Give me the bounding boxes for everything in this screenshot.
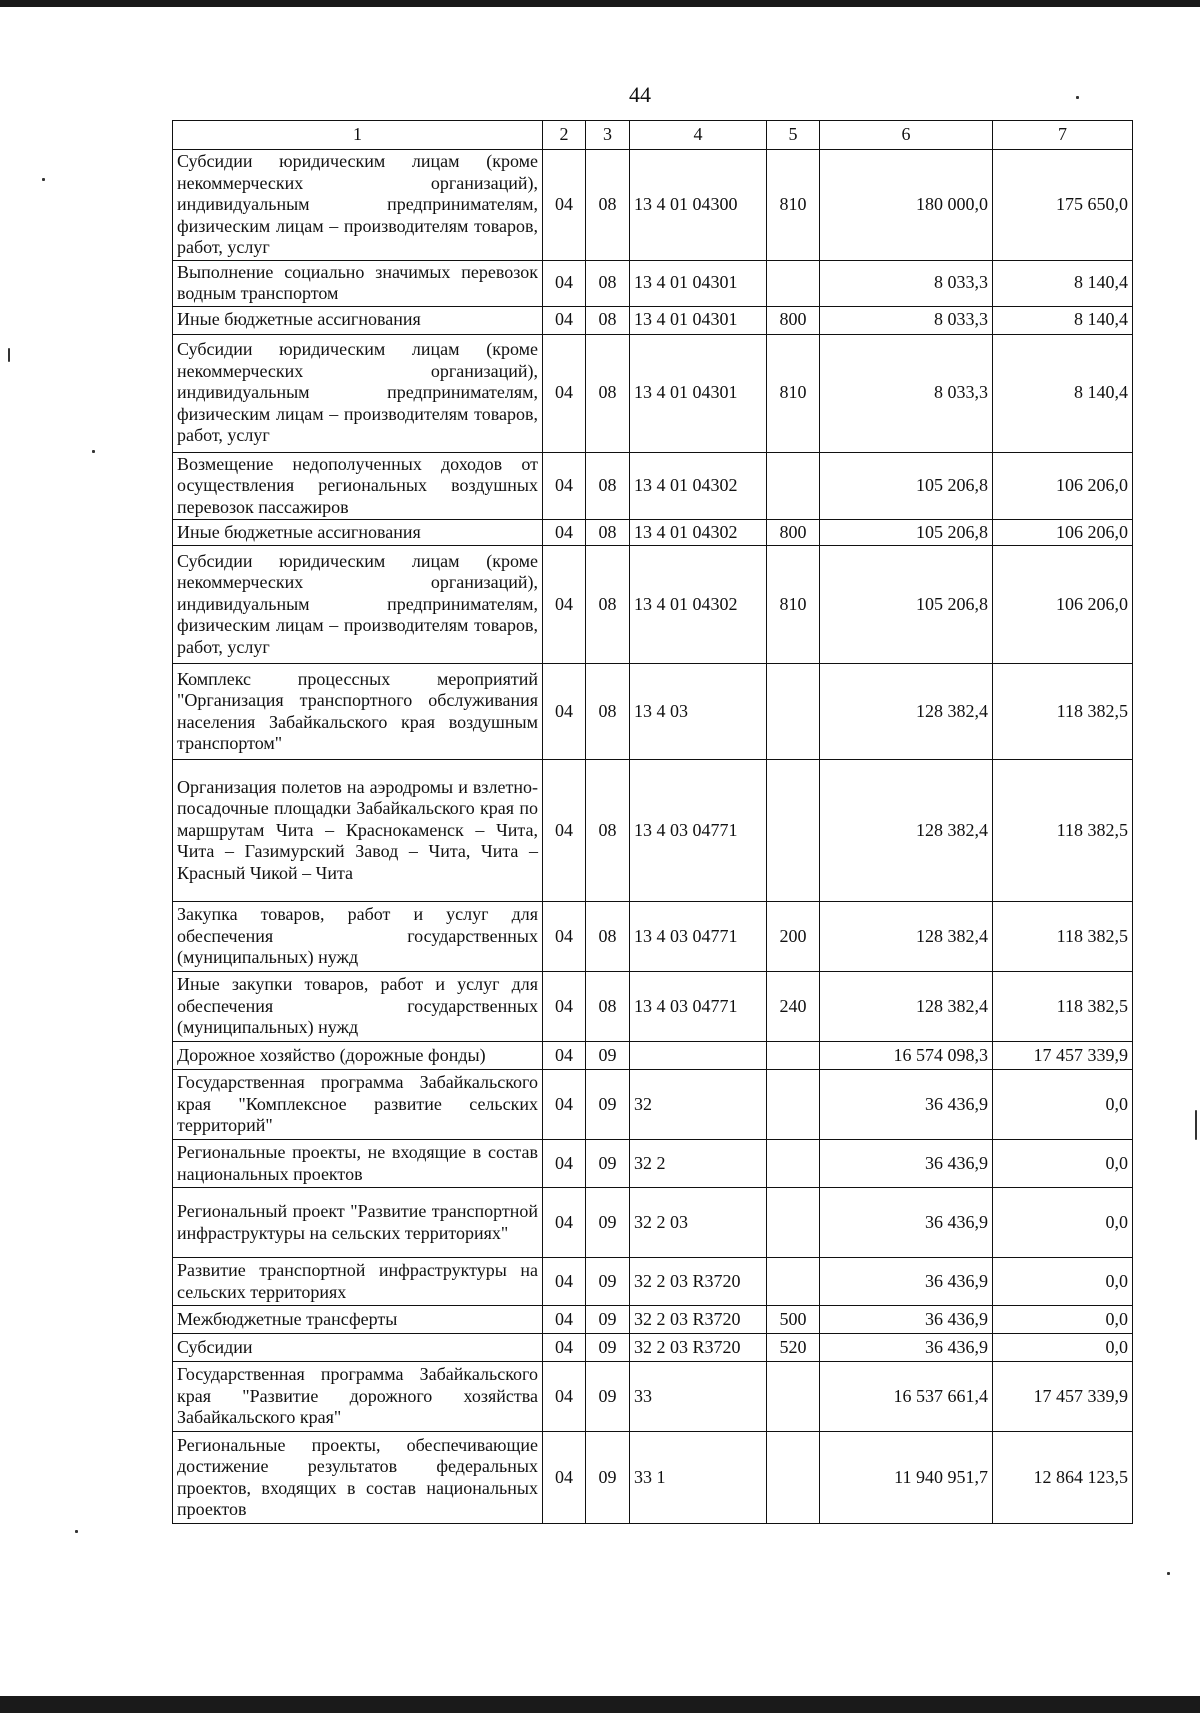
section-code: 04 — [543, 902, 586, 972]
row-name: Субсидии юридическим лицам (кроме некоммерческих организаций), индивидуальным предпринимателям, физическим лицам – производителям товаров, работ, услуг — [173, 546, 543, 664]
subsection-code: 09 — [586, 1258, 630, 1306]
table-row — [173, 902, 1133, 972]
target-article: 13 4 01 04302 — [630, 546, 767, 664]
subsection-code: 09 — [586, 1042, 630, 1070]
scan-border-top — [0, 0, 1200, 7]
target-article: 32 2 03 — [630, 1188, 767, 1258]
section-code: 04 — [543, 150, 586, 261]
table-row — [173, 760, 1133, 902]
subsection-code: 08 — [586, 334, 630, 452]
row-name: Региональные проекты, не входящие в состав национальных проектов — [173, 1140, 543, 1188]
expense-type: 810 — [767, 334, 820, 452]
amount-year-2: 0,0 — [993, 1258, 1133, 1306]
section-code: 04 — [543, 664, 586, 760]
row-name: Развитие транспортной инфраструктуры на сельских территориях — [173, 1258, 543, 1306]
target-article: 13 4 01 04300 — [630, 150, 767, 261]
section-code: 04 — [543, 972, 586, 1042]
target-article: 32 2 03 R3720 — [630, 1334, 767, 1362]
target-article: 13 4 01 04301 — [630, 334, 767, 452]
subsection-code: 08 — [586, 306, 630, 334]
amount-year-2: 175 650,0 — [993, 150, 1133, 261]
subsection-code: 08 — [586, 546, 630, 664]
target-article: 33 — [630, 1362, 767, 1432]
section-code: 04 — [543, 1188, 586, 1258]
row-name: Межбюджетные трансферты — [173, 1306, 543, 1334]
scan-speck — [42, 178, 45, 181]
table-row — [173, 1432, 1133, 1524]
amount-year-2: 8 140,4 — [993, 306, 1133, 334]
target-article: 13 4 03 04771 — [630, 972, 767, 1042]
amount-year-2: 106 206,0 — [993, 520, 1133, 546]
expense-type: 240 — [767, 972, 820, 1042]
table-row — [173, 520, 1133, 546]
expense-type: 500 — [767, 1306, 820, 1334]
budget-table — [172, 120, 1133, 1524]
header-col-2: 2 — [543, 121, 586, 150]
expense-type — [767, 760, 820, 902]
amount-year-1: 36 436,9 — [820, 1334, 993, 1362]
subsection-code: 08 — [586, 452, 630, 520]
amount-year-1: 128 382,4 — [820, 902, 993, 972]
amount-year-1: 128 382,4 — [820, 760, 993, 902]
header-col-1: 1 — [173, 121, 543, 150]
row-name: Государственная программа Забайкальского края "Комплексное развитие сельских территорий" — [173, 1070, 543, 1140]
section-code: 04 — [543, 1258, 586, 1306]
section-code: 04 — [543, 520, 586, 546]
amount-year-1: 36 436,9 — [820, 1140, 993, 1188]
subsection-code: 08 — [586, 260, 630, 306]
header-col-6: 6 — [820, 121, 993, 150]
amount-year-1: 36 436,9 — [820, 1258, 993, 1306]
subsection-code: 09 — [586, 1334, 630, 1362]
section-code: 04 — [543, 1432, 586, 1524]
expense-type: 800 — [767, 306, 820, 334]
amount-year-1: 180 000,0 — [820, 150, 993, 261]
amount-year-2: 0,0 — [993, 1306, 1133, 1334]
amount-year-1: 105 206,8 — [820, 452, 993, 520]
amount-year-1: 36 436,9 — [820, 1188, 993, 1258]
scan-speck — [1195, 1110, 1197, 1140]
amount-year-1: 105 206,8 — [820, 546, 993, 664]
subsection-code: 08 — [586, 902, 630, 972]
amount-year-2: 17 457 339,9 — [993, 1362, 1133, 1432]
amount-year-2: 8 140,4 — [993, 260, 1133, 306]
expense-type — [767, 1432, 820, 1524]
expense-type: 200 — [767, 902, 820, 972]
row-name: Иные закупки товаров, работ и услуг для обеспечения государственных (муниципальных) нужд — [173, 972, 543, 1042]
section-code: 04 — [543, 334, 586, 452]
amount-year-1: 8 033,3 — [820, 334, 993, 452]
row-name: Выполнение социально значимых перевозок водным транспортом — [173, 260, 543, 306]
amount-year-1: 8 033,3 — [820, 306, 993, 334]
scan-speck — [92, 450, 95, 453]
subsection-code: 08 — [586, 760, 630, 902]
row-name: Иные бюджетные ассигнования — [173, 520, 543, 546]
target-article: 13 4 01 04301 — [630, 260, 767, 306]
table-row — [173, 972, 1133, 1042]
section-code: 04 — [543, 452, 586, 520]
section-code: 04 — [543, 1140, 586, 1188]
row-name: Региональные проекты, обеспечивающие достижение результатов федеральных проектов, входящих в состав национальных проектов — [173, 1432, 543, 1524]
scan-speck — [1076, 96, 1079, 99]
subsection-code: 09 — [586, 1362, 630, 1432]
expense-type — [767, 452, 820, 520]
expense-type — [767, 1042, 820, 1070]
target-article: 32 2 03 R3720 — [630, 1306, 767, 1334]
amount-year-2: 106 206,0 — [993, 452, 1133, 520]
table-row — [173, 546, 1133, 664]
amount-year-2: 118 382,5 — [993, 902, 1133, 972]
target-article: 13 4 03 04771 — [630, 760, 767, 902]
table-row — [173, 1042, 1133, 1070]
amount-year-2: 118 382,5 — [993, 664, 1133, 760]
subsection-code: 08 — [586, 972, 630, 1042]
target-article: 32 — [630, 1070, 767, 1140]
row-name: Государственная программа Забайкальского края "Развитие дорожного хозяйства Забайкальского края" — [173, 1362, 543, 1432]
header-col-7: 7 — [993, 121, 1133, 150]
page-number: 44 — [629, 82, 651, 107]
amount-year-1: 16 574 098,3 — [820, 1042, 993, 1070]
amount-year-1: 36 436,9 — [820, 1306, 993, 1334]
row-name: Региональный проект "Развитие транспортной инфраструктуры на сельских территориях" — [173, 1188, 543, 1258]
expense-type — [767, 1258, 820, 1306]
table-row — [173, 1140, 1133, 1188]
section-code: 04 — [543, 1362, 586, 1432]
table-row — [173, 306, 1133, 334]
amount-year-2: 12 864 123,5 — [993, 1432, 1133, 1524]
expense-type — [767, 1070, 820, 1140]
amount-year-2: 0,0 — [993, 1334, 1133, 1362]
subsection-code: 08 — [586, 664, 630, 760]
amount-year-1: 128 382,4 — [820, 972, 993, 1042]
target-article: 33 1 — [630, 1432, 767, 1524]
target-article: 32 2 — [630, 1140, 767, 1188]
amount-year-2: 106 206,0 — [993, 546, 1133, 664]
section-code: 04 — [543, 1334, 586, 1362]
subsection-code: 09 — [586, 1188, 630, 1258]
expense-type — [767, 1188, 820, 1258]
amount-year-1: 8 033,3 — [820, 260, 993, 306]
amount-year-2: 8 140,4 — [993, 334, 1133, 452]
target-article: 13 4 01 04302 — [630, 452, 767, 520]
table-row — [173, 664, 1133, 760]
expense-type — [767, 1362, 820, 1432]
table-row — [173, 260, 1133, 306]
row-name: Субсидии юридическим лицам (кроме некоммерческих организаций), индивидуальным предпринимателям, физическим лицам – производителям товаров, работ, услуг — [173, 334, 543, 452]
scan-speck — [75, 1530, 78, 1533]
amount-year-2: 118 382,5 — [993, 760, 1133, 902]
amount-year-2: 0,0 — [993, 1188, 1133, 1258]
section-code: 04 — [543, 260, 586, 306]
expense-type: 810 — [767, 546, 820, 664]
row-name: Иные бюджетные ассигнования — [173, 306, 543, 334]
section-code: 04 — [543, 1306, 586, 1334]
amount-year-2: 17 457 339,9 — [993, 1042, 1133, 1070]
section-code: 04 — [543, 1042, 586, 1070]
amount-year-2: 118 382,5 — [993, 972, 1133, 1042]
expense-type: 810 — [767, 150, 820, 261]
section-code: 04 — [543, 306, 586, 334]
section-code: 04 — [543, 1070, 586, 1140]
subsection-code: 09 — [586, 1140, 630, 1188]
subsection-code: 08 — [586, 150, 630, 261]
row-name: Дорожное хозяйство (дорожные фонды) — [173, 1042, 543, 1070]
expense-type: 800 — [767, 520, 820, 546]
amount-year-1: 16 537 661,4 — [820, 1362, 993, 1432]
amount-year-1: 11 940 951,7 — [820, 1432, 993, 1524]
table-row — [173, 1188, 1133, 1258]
header-col-5: 5 — [767, 121, 820, 150]
header-col-4: 4 — [630, 121, 767, 150]
section-code: 04 — [543, 760, 586, 902]
scan-speck — [1167, 1572, 1170, 1575]
target-article: 13 4 01 04301 — [630, 306, 767, 334]
table-row — [173, 150, 1133, 261]
target-article — [630, 1042, 767, 1070]
scan-border-bottom — [0, 1696, 1200, 1713]
table-row — [173, 334, 1133, 452]
header-col-3: 3 — [586, 121, 630, 150]
expense-type — [767, 260, 820, 306]
target-article: 13 4 03 04771 — [630, 902, 767, 972]
amount-year-1: 36 436,9 — [820, 1070, 993, 1140]
subsection-code: 09 — [586, 1432, 630, 1524]
amount-year-2: 0,0 — [993, 1070, 1133, 1140]
target-article: 13 4 03 — [630, 664, 767, 760]
row-name: Возмещение недополученных доходов от осуществления региональных воздушных перевозок пассажиров — [173, 452, 543, 520]
scan-speck — [8, 348, 10, 362]
target-article: 13 4 01 04302 — [630, 520, 767, 546]
expense-type — [767, 664, 820, 760]
target-article: 32 2 03 R3720 — [630, 1258, 767, 1306]
amount-year-1: 128 382,4 — [820, 664, 993, 760]
subsection-code: 09 — [586, 1070, 630, 1140]
amount-year-1: 105 206,8 — [820, 520, 993, 546]
table-row — [173, 452, 1133, 520]
amount-year-2: 0,0 — [993, 1140, 1133, 1188]
row-name: Закупка товаров, работ и услуг для обеспечения государственных (муниципальных) нужд — [173, 902, 543, 972]
subsection-code: 08 — [586, 520, 630, 546]
section-code: 04 — [543, 546, 586, 664]
table-row — [173, 1306, 1133, 1334]
table-row — [173, 1258, 1133, 1306]
row-name: Организация полетов на аэродромы и взлетно-посадочные площадки Забайкальского края по маршрутам Чита – Краснокаменск – Чита, Чита – Газимурский Завод – Чита, Чита – Красный Чикой – Чита — [173, 760, 543, 902]
expense-type — [767, 1140, 820, 1188]
subsection-code: 09 — [586, 1306, 630, 1334]
row-name: Субсидии — [173, 1334, 543, 1362]
table-row — [173, 1362, 1133, 1432]
table-row — [173, 1334, 1133, 1362]
row-name: Комплекс процессных мероприятий "Организация транспортного обслуживания населения Забайкальского края воздушным транспортом" — [173, 664, 543, 760]
expense-type: 520 — [767, 1334, 820, 1362]
row-name: Субсидии юридическим лицам (кроме некоммерческих организаций), индивидуальным предпринимателям, физическим лицам – производителям товаров, работ, услуг — [173, 150, 543, 261]
table-header-row — [173, 121, 1133, 150]
table-row — [173, 1070, 1133, 1140]
